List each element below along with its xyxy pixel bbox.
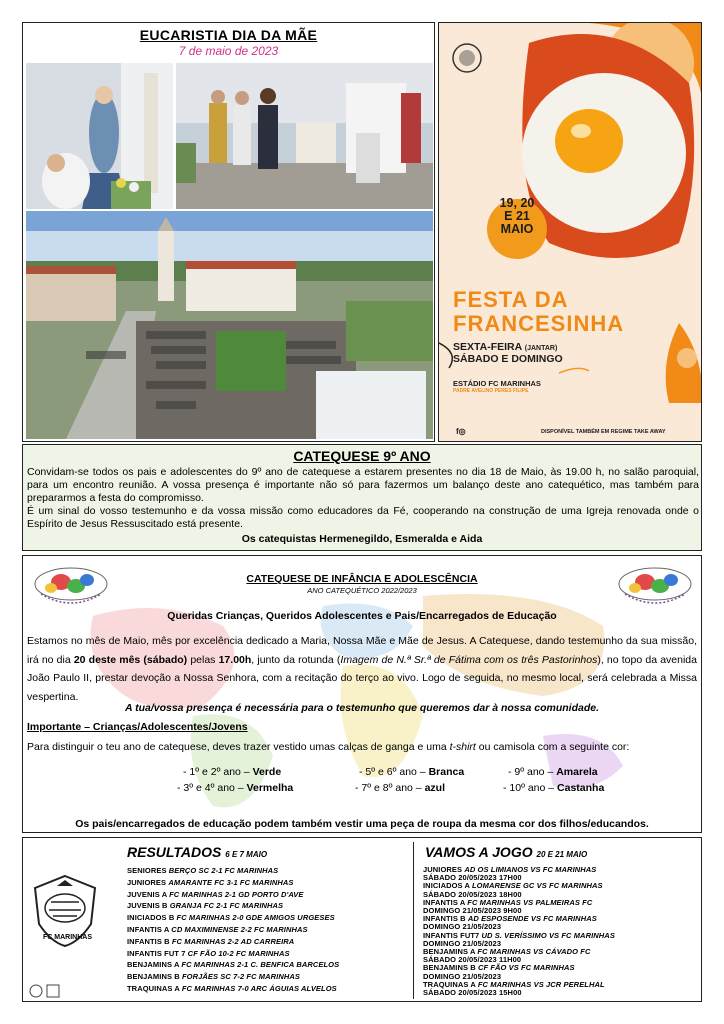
row-category: JUNIORES [423, 865, 465, 874]
photo-priest-statue-image [26, 63, 173, 209]
photo-readers-image [176, 63, 433, 209]
catequese-infancia-section [22, 555, 702, 833]
row-match: LOMARENSE GC VS FC MARINHAS [471, 881, 603, 891]
infancia-body-a: Estamos no mês de Maio, mês por excelência dedicado a Maria, Nossa Mãe e Mãe de Jesus. A Catequese, dando testemunho da sua missão, irá no dia [27, 635, 697, 666]
result-row [127, 901, 283, 910]
year-label: - 9º ano – [508, 766, 557, 778]
row-category: INFANTIS A [127, 925, 172, 934]
row-category: DOMINGO 21/05/2023 [423, 922, 502, 932]
row-match: FC MARINHAS 2-1 GD PORTO D'AVE [169, 889, 304, 899]
poster-date-2: E 21 [504, 209, 530, 223]
result-row [127, 972, 300, 981]
year-label: - 5º e 6º ano – [359, 766, 429, 778]
row-category: BENJAMINS A [423, 947, 478, 956]
row-category: INFANTIS FUT 7 [127, 948, 188, 958]
eucaristia-section [22, 22, 435, 442]
year-color: Vermelha [246, 782, 294, 794]
football-section [22, 837, 702, 1002]
result-row [127, 984, 337, 993]
year-color: Branca [428, 766, 465, 778]
jogos-title [425, 844, 587, 860]
row-match: GRANJA FC 2-1 FC MARINHAS [169, 901, 284, 911]
result-row [127, 949, 290, 958]
poster-venue-sub: PADRE AVELINO PERES FILIPE [453, 388, 529, 394]
year-label: - 7º e 8º ano – [355, 782, 425, 794]
row-match: UD S. VERÍSSIMO VS FC MARINHAS [481, 930, 615, 940]
poster-venue: ESTÁDIO FC MARINHAS [453, 379, 541, 388]
resultados-title [127, 844, 267, 860]
row-category: SÁBADO 20/05/2023 17H00 [423, 873, 522, 883]
resultados-date: 6 E 7 MAIO [225, 850, 268, 859]
row-category: JUVENIS A [127, 889, 170, 899]
result-row [127, 960, 339, 969]
catequese-9-paragraph-1: Convidam-se todos os pais e adolescentes do 9º ano de catequese a estarem presentes no dia 18 de Maio, às 19.00 h, no salão paroquial, para um encontro reunião. A vossa presença é importante não só para fazermos um balanço deste ano catequético, mas também para prepararmos a festa do compromisso. [27, 466, 699, 504]
row-match: CD MAXIMINENSE 2-2 FC MARINHAS [171, 925, 308, 934]
poster-dates [491, 197, 543, 236]
infancia-distinguish-b: ou camisola com a seguinte cor: [475, 741, 630, 753]
catequese-9-section [22, 444, 702, 551]
row-match: FC MARINHAS 2-1 C. BENFICA BARCELOS [181, 960, 340, 970]
row-category: INFANTIS B [127, 936, 172, 946]
infancia-distinguish-tshirt: t-shirt [449, 741, 476, 753]
row-category: BENJAMINS A [127, 960, 182, 970]
infancia-title: CATEQUESE DE INFÂNCIA E ADOLESCÊNCIA [246, 573, 478, 585]
eucaristia-title: EUCARISTIA DIA DA MÃE [139, 27, 318, 43]
poster-date-1: 19, 20 [499, 196, 535, 210]
catequese-9-paragraph-2: É um sinal do vosso testemunho e da vossa missão como educadores da Fé, cooperando na construção de uma Igreja renovada onde o Espírito de Jesus Ressuscitado está presente. [27, 505, 699, 530]
year-color-5 [355, 782, 445, 794]
row-category: SÁBADO 20/05/2023 15H00 [423, 988, 522, 997]
poster-schedule-2: SÁBADO E DOMINGO [453, 353, 563, 365]
row-category: INFANTIS A [423, 897, 468, 907]
result-row [127, 913, 335, 922]
infancia-subtitle: ANO CATEQUÉTICO 2022/2023 [307, 586, 417, 595]
row-category: INICIADOS A [423, 881, 472, 891]
year-color-1 [183, 766, 281, 778]
row-match: FC MARINHAS VS PALMEIRAS FC [467, 897, 593, 907]
result-row [127, 925, 308, 934]
row-match: FC MARINHAS 7-0 ARC ÁGUIAS ALVELOS [181, 984, 337, 993]
result-row [127, 890, 304, 899]
infancia-body-image: Imagem de N.ª Sr.ª de Fátima com os três Pastorinhos [340, 653, 598, 666]
infancia-important: Importante – Crianças/Adolescentes/Jovens [27, 721, 248, 733]
year-color: Castanha [557, 782, 605, 794]
row-match: BERÇO SC 2-1 FC MARINHAS [168, 866, 279, 875]
year-label: - 1º e 2º ano – [183, 766, 253, 778]
jogos-title-text: VAMOS A JOGO [425, 844, 533, 860]
poster-date-3: MAIO [500, 222, 534, 236]
infancia-distinguish [27, 741, 629, 753]
row-category: INFANTIS B [423, 914, 468, 924]
row-match: FC MARINHAS 2-0 GDE AMIGOS URGESES [176, 913, 335, 923]
year-label: - 10º ano – [503, 782, 558, 794]
row-category: DOMINGO 21/05/2023 9H00 [423, 906, 522, 915]
game-row [423, 988, 522, 997]
row-category: JUVENIS B [127, 901, 170, 911]
infancia-body-date: 20 deste mês (sábado) [73, 653, 188, 666]
row-match: FC MARINHAS 2-2 AD CARREIRA [171, 936, 295, 946]
year-color: Verde [252, 766, 282, 778]
row-category: BENJAMINS B [127, 972, 182, 982]
row-match: FORJÃES SC 7-2 FC MARINHAS [181, 972, 300, 982]
infancia-body-b: pelas [187, 653, 219, 666]
fc-marinhas-logo-text: FC MARINHAS [43, 934, 92, 941]
year-color: azul [424, 782, 445, 794]
row-category: SÁBADO 20/05/2023 18H00 [423, 889, 522, 899]
photo-crowd-aerial [26, 211, 433, 439]
infancia-body [27, 632, 697, 706]
row-match: FC MARINHAS VS CÁVADO FC [477, 947, 591, 956]
row-category: INFANTIS FUT7 [423, 930, 482, 940]
poster-social: f◎ [456, 427, 466, 436]
photo-crowd-aerial-image [26, 211, 433, 439]
infancia-body-time: 17.00h [218, 653, 252, 666]
year-color-2 [359, 766, 464, 778]
section-divider [413, 842, 414, 999]
photo-priest-statue [26, 63, 173, 209]
catequese-9-text [27, 466, 699, 531]
row-category: DOMINGO 21/05/2023 [423, 938, 502, 948]
photo-readers [176, 63, 433, 209]
row-match: AMARANTE FC 3-1 FC MARINHAS [168, 877, 294, 887]
infancia-footer: Os pais/encarregados de educação podem também vestir uma peça de roupa da mesma cor dos filhos/educandos. [75, 818, 649, 830]
row-match: CF FÃO 10-2 FC MARINHAS [187, 948, 290, 958]
row-category: INICIADOS B [127, 913, 177, 923]
result-row [127, 937, 294, 946]
catequese-9-title: CATEQUESE 9º ANO [293, 448, 431, 464]
infancia-greeting: Queridas Crianças, Queridos Adolescentes e Pais/Encarregados de Educação [167, 610, 557, 622]
eucaristia-date: 7 de maio de 2023 [178, 44, 279, 58]
row-category: SÁBADO 20/05/2023 11H00 [423, 955, 522, 965]
year-color: Amarela [556, 766, 598, 778]
row-match: AD OS LIMIANOS VS FC MARINHAS [464, 865, 597, 874]
poster-takeaway: DISPONÍVEL TAMBÉM EM REGIME TAKE AWAY [541, 429, 666, 435]
infancia-presence: A tua/vossa presença é necessária para o testemunho que queremos dar à nossa comunidade. [124, 702, 600, 714]
poster-schedule-1 [453, 341, 557, 353]
row-category: JUNIORES [127, 877, 169, 887]
poster-schedule-jantar: (JANTAR) [524, 345, 558, 352]
row-match: FC MARINHAS VS JCR PERELHAL [477, 979, 605, 989]
poster-title-2: FRANCESINHA [453, 311, 625, 336]
row-category: SENIORES [127, 866, 169, 875]
year-color-6 [503, 782, 604, 794]
infancia-body-d: ), no topo da avenida João Paulo II, prestar devoção a Nossa Senhora, com a recitação do terço ao vivo. Logo de seguida, no mesmo local, será celebrada a Missa vespertina. [27, 653, 697, 703]
result-row [127, 878, 294, 887]
result-row [127, 866, 278, 875]
row-match: CF FÃO VS FC MARINHAS [477, 963, 575, 973]
infancia-body-c: , junto da rotunda ( [251, 653, 341, 666]
row-category: BENJAMINS B [423, 963, 478, 973]
year-color-4 [177, 782, 293, 794]
year-label: - 3º e 4º ano – [177, 782, 247, 794]
row-category: TRAQUINAS A [127, 984, 182, 993]
row-category: DOMINGO 21/05/2023 [423, 971, 502, 981]
festa-francesinha-poster [438, 22, 702, 442]
resultados-title-text: RESULTADOS [127, 844, 222, 860]
poster-title-1: FESTA DA [453, 287, 569, 312]
infancia-distinguish-a: Para distinguir o teu ano de catequese, deves trazer vestido umas calças de ganga e uma [27, 741, 450, 753]
jogos-date: 20 E 21 MAIO [536, 850, 588, 859]
year-color-3 [508, 766, 598, 778]
poster-schedule-day: SEXTA-FEIRA [453, 341, 522, 353]
row-match: AD ESPOSENDE VS FC MARINHAS [467, 914, 597, 924]
catequese-9-signature: Os catequistas Hermenegildo, Esmeralda e Aida [241, 533, 483, 545]
sponsor-logos [29, 984, 61, 998]
row-category: TRAQUINAS A [423, 979, 478, 989]
